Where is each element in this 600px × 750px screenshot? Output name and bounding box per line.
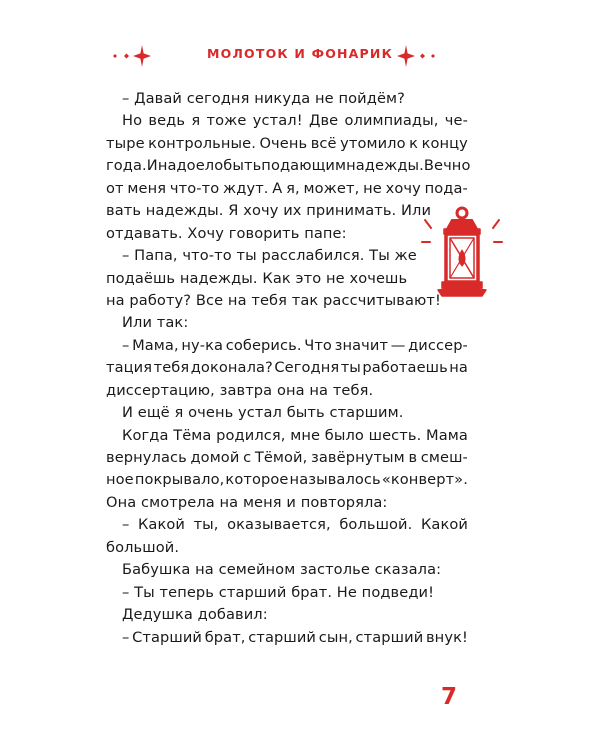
text-line: диссертацию, завтра она на тебя. <box>106 381 374 399</box>
text-word: я <box>191 112 201 130</box>
text-line <box>106 155 471 177</box>
text-line <box>106 469 468 491</box>
text-word: быть <box>223 157 262 175</box>
text-word: с <box>243 449 252 466</box>
text-word: называлось <box>289 471 381 489</box>
text-word: может, <box>303 179 360 197</box>
text-word: покрывало, <box>134 471 225 489</box>
text-word: утомило <box>340 134 406 152</box>
text-word: шесть. <box>368 426 422 444</box>
text-word: тация <box>106 359 153 377</box>
text-word: че- <box>444 112 468 130</box>
text-word: хочу <box>385 179 421 197</box>
text-word: ты <box>340 359 361 377</box>
text-word: меня <box>127 179 167 197</box>
text-line: Она смотрела на меня и повторяла: <box>106 493 388 511</box>
text-word: к <box>409 134 419 152</box>
text-word: большой. <box>339 516 413 534</box>
text-line <box>106 514 468 536</box>
text-line: Дедушка добавил: <box>122 606 268 624</box>
text-word: ведь <box>148 112 186 130</box>
text-word: ждут. <box>223 179 269 197</box>
text-word: надоело <box>157 157 224 175</box>
running-header <box>0 36 600 76</box>
text-word: в <box>408 449 418 466</box>
text-word: тыре <box>106 134 145 152</box>
text-word: родился, <box>216 426 286 444</box>
text-line: вать надежды. Я хочу их принимать. Или <box>106 202 432 220</box>
text-word: контрольные. <box>148 134 256 152</box>
text-line <box>106 425 468 447</box>
text-word: – <box>122 628 130 646</box>
three-stars-icon <box>396 42 440 70</box>
text-word: что-то <box>169 179 220 197</box>
text-line: – Давай сегодня никуда не пойдём? <box>122 90 405 107</box>
text-word: Какой <box>137 516 186 534</box>
text-word: – <box>122 336 130 354</box>
text-word: И <box>146 157 158 175</box>
text-word: было <box>324 426 364 444</box>
text-word: на <box>449 359 468 377</box>
text-word: А <box>272 179 283 197</box>
text-line: большой. <box>106 538 180 556</box>
text-word: Когда <box>122 426 169 444</box>
text-word: значит <box>334 336 389 354</box>
text-word: ну-ка <box>181 336 224 354</box>
body-text <box>106 88 471 649</box>
text-line: подаёшь надежды. Как это не хочешь <box>106 269 408 287</box>
text-line: И ещё я очень устал быть старшим. <box>122 404 404 422</box>
text-word: Очень <box>259 134 308 152</box>
text-word: подающим <box>261 157 347 175</box>
text-word: доконала? <box>190 359 273 377</box>
text-word: тоже <box>206 112 247 130</box>
text-line: Или так: <box>122 314 189 332</box>
text-line: Бабушка на семейном застолье сказала: <box>122 561 442 579</box>
text-word: мне <box>290 426 321 444</box>
text-word: диссер- <box>408 336 468 354</box>
text-word: я, <box>286 179 300 197</box>
text-line: на работу? Все на тебя так рассчитывают! <box>106 291 441 309</box>
text-word: концу <box>421 134 468 152</box>
text-word: ное <box>106 471 134 489</box>
text-line: – Папа, что-то ты расслабился. Ты же <box>122 247 417 265</box>
text-word: Две <box>308 112 339 130</box>
text-word: надежды. <box>346 157 424 175</box>
text-word: ты, <box>193 516 219 534</box>
text-word: Мама <box>426 426 468 444</box>
text-word: устал! <box>252 112 303 130</box>
page-number: 7 <box>440 684 457 710</box>
text-word: работаешь <box>362 359 448 377</box>
text-word: брат, <box>204 628 246 646</box>
text-word: Мама, <box>132 336 179 354</box>
text-word: сын, <box>318 628 353 646</box>
text-word: «конверт». <box>381 471 468 489</box>
text-line <box>106 335 468 357</box>
text-word: Что <box>304 336 332 354</box>
text-line <box>106 110 468 132</box>
text-word: пода- <box>424 179 468 197</box>
text-word: Но <box>122 112 143 130</box>
text-line <box>106 357 468 379</box>
text-word: от <box>106 179 124 197</box>
text-word: Тёмой, <box>254 449 308 466</box>
text-line <box>106 627 468 649</box>
text-word: которое <box>225 471 289 489</box>
text-word: старший <box>355 628 424 646</box>
text-word: Сегодня <box>274 359 340 377</box>
text-line: – Ты теперь старший брат. Не подведи! <box>122 583 435 601</box>
text-word: всё <box>310 134 337 152</box>
text-word: внук! <box>425 628 468 646</box>
text-line <box>106 447 468 469</box>
text-word: домой <box>190 449 240 466</box>
text-word: не <box>363 179 382 197</box>
text-word: олимпиады, <box>344 112 439 130</box>
text-word: старший <box>248 628 317 646</box>
text-line <box>106 178 468 200</box>
text-word: Вечно <box>423 157 471 175</box>
text-word: Тёма <box>173 426 212 444</box>
text-word: смеш- <box>420 449 468 466</box>
text-word: вернулась <box>106 449 187 466</box>
text-line: отдавать. Хочу говорить папе: <box>106 224 347 242</box>
text-word: Старший <box>132 628 203 646</box>
text-word: завёрнутым <box>311 449 405 466</box>
text-word: оказывается, <box>227 516 331 534</box>
text-word: – <box>122 516 130 534</box>
text-word: — <box>390 336 406 354</box>
text-word: тебя <box>153 359 190 377</box>
lantern-icon <box>420 206 504 302</box>
text-line <box>106 133 468 155</box>
text-word: года. <box>106 157 147 175</box>
text-word: Какой <box>420 516 468 534</box>
text-word: соберись. <box>225 336 302 354</box>
running-header-title: МОЛОТОК И ФОНАРИК <box>206 46 393 61</box>
